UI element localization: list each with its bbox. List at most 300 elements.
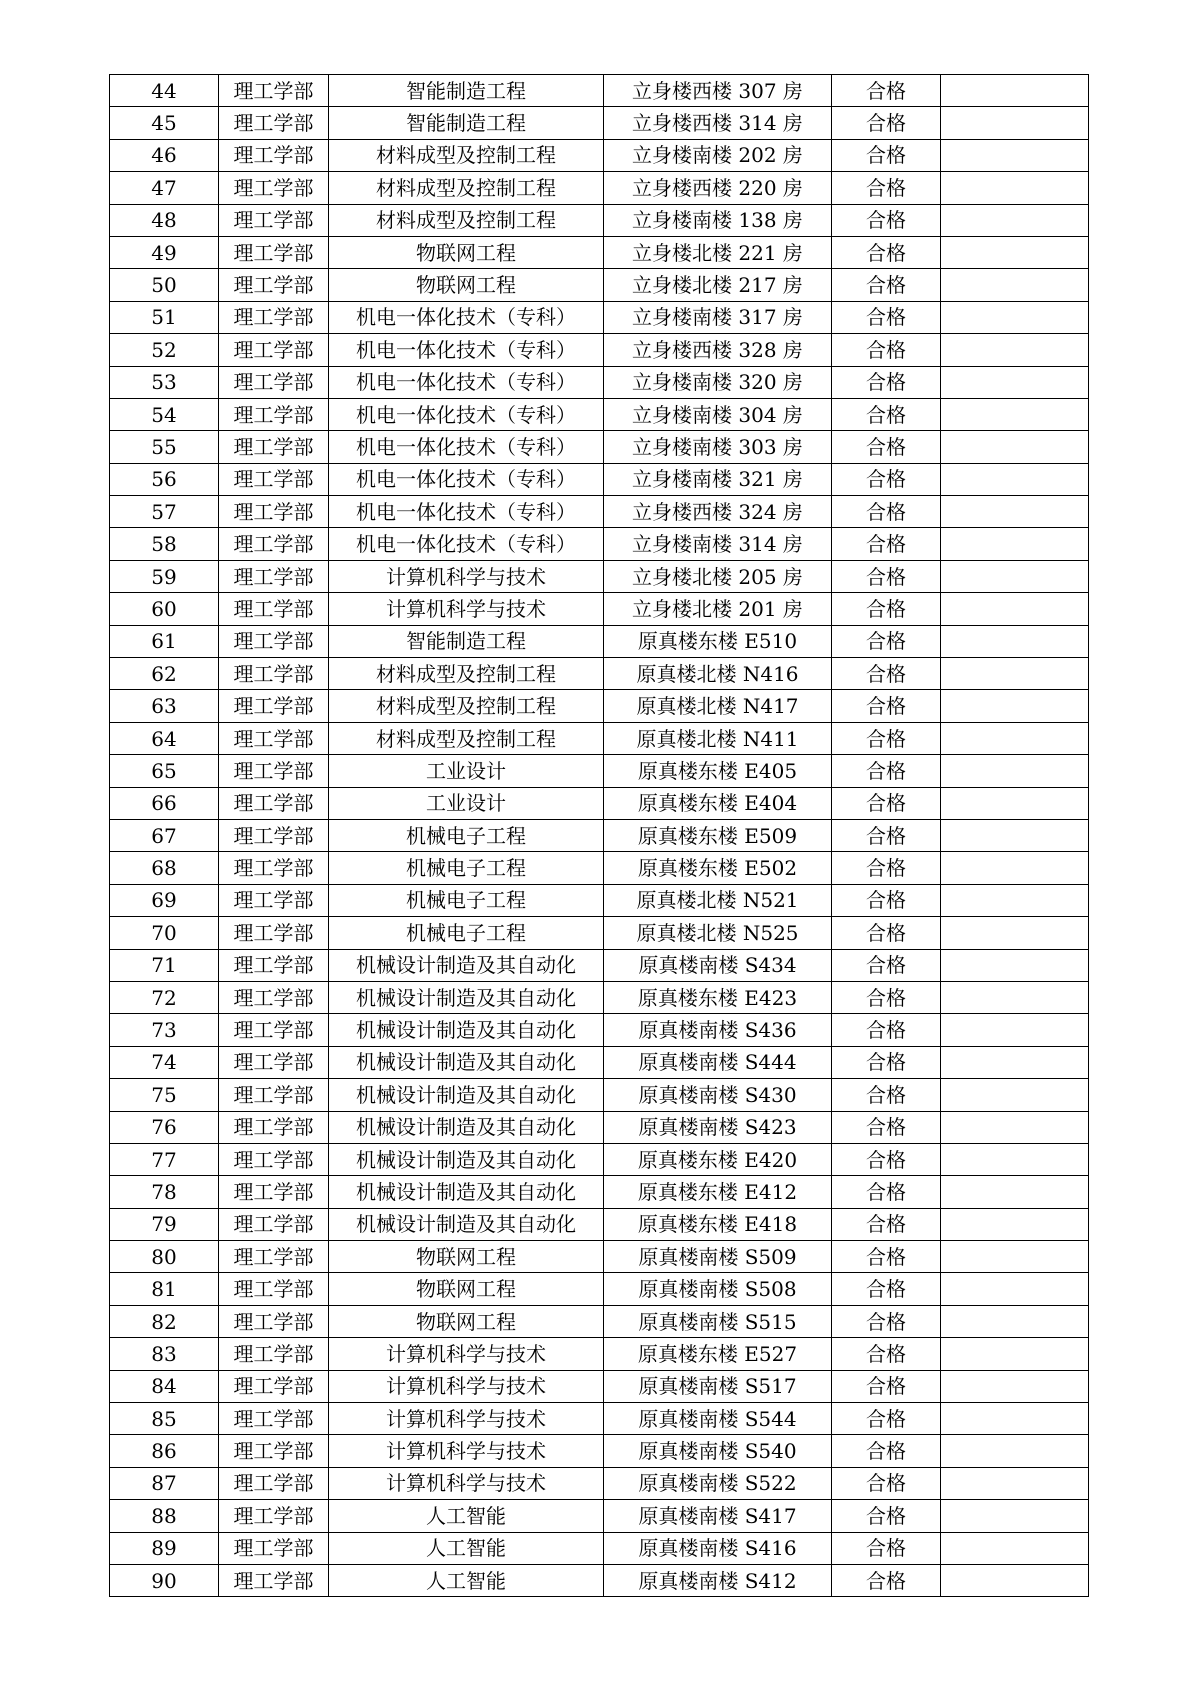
note-cell (941, 496, 1089, 528)
table-row (110, 593, 1089, 625)
room-cell: 原真楼东楼 E527 (604, 1338, 832, 1370)
result-cell: 合格 (832, 852, 941, 884)
room-cell: 原真楼南楼 S540 (604, 1435, 832, 1467)
room-cell: 立身楼南楼 314 房 (604, 528, 832, 560)
result-cell: 合格 (832, 334, 941, 366)
major-cell: 机械电子工程 (329, 884, 604, 916)
row-number-cell: 46 (110, 139, 219, 171)
result-cell: 合格 (832, 1338, 941, 1370)
room-cell: 原真楼南楼 S544 (604, 1403, 832, 1435)
table-row (110, 1176, 1089, 1208)
result-cell: 合格 (832, 204, 941, 236)
result-cell: 合格 (832, 1079, 941, 1111)
department-cell: 理工学部 (219, 593, 329, 625)
table-row (110, 301, 1089, 333)
room-cell: 原真楼东楼 E509 (604, 819, 832, 851)
major-cell: 材料成型及控制工程 (329, 722, 604, 754)
department-cell: 理工学部 (219, 1370, 329, 1402)
table-body (110, 75, 1089, 1597)
department-cell: 理工学部 (219, 560, 329, 592)
table-row (110, 366, 1089, 398)
note-cell (941, 75, 1089, 107)
row-number-cell: 67 (110, 819, 219, 851)
major-cell: 物联网工程 (329, 269, 604, 301)
room-cell: 原真楼北楼 N417 (604, 690, 832, 722)
note-cell (941, 172, 1089, 204)
table-row (110, 75, 1089, 107)
room-cell: 原真楼东楼 E420 (604, 1143, 832, 1175)
major-cell: 物联网工程 (329, 236, 604, 268)
major-cell: 智能制造工程 (329, 107, 604, 139)
room-cell: 原真楼南楼 S508 (604, 1273, 832, 1305)
major-cell: 工业设计 (329, 755, 604, 787)
department-cell: 理工学部 (219, 431, 329, 463)
major-cell: 计算机科学与技术 (329, 1467, 604, 1499)
table-row (110, 1241, 1089, 1273)
room-cell: 原真楼北楼 N525 (604, 917, 832, 949)
table-row (110, 819, 1089, 851)
room-cell: 原真楼南楼 S517 (604, 1370, 832, 1402)
dormitory-inspection-table (109, 74, 1089, 1597)
note-cell (941, 463, 1089, 495)
row-number-cell: 66 (110, 787, 219, 819)
row-number-cell: 54 (110, 398, 219, 430)
result-cell: 合格 (832, 431, 941, 463)
result-cell: 合格 (832, 658, 941, 690)
result-cell: 合格 (832, 1370, 941, 1402)
row-number-cell: 62 (110, 658, 219, 690)
note-cell (941, 431, 1089, 463)
result-cell: 合格 (832, 1014, 941, 1046)
note-cell (941, 884, 1089, 916)
note-cell (941, 334, 1089, 366)
row-number-cell: 87 (110, 1467, 219, 1499)
note-cell (941, 1467, 1089, 1499)
department-cell: 理工学部 (219, 1338, 329, 1370)
major-cell: 机电一体化技术（专科） (329, 398, 604, 430)
department-cell: 理工学部 (219, 139, 329, 171)
table-row (110, 690, 1089, 722)
result-cell: 合格 (832, 139, 941, 171)
row-number-cell: 79 (110, 1208, 219, 1240)
major-cell: 计算机科学与技术 (329, 1370, 604, 1402)
note-cell (941, 236, 1089, 268)
result-cell: 合格 (832, 1435, 941, 1467)
department-cell: 理工学部 (219, 1435, 329, 1467)
result-cell: 合格 (832, 1564, 941, 1596)
room-cell: 原真楼东楼 E404 (604, 787, 832, 819)
table-row (110, 496, 1089, 528)
major-cell: 物联网工程 (329, 1273, 604, 1305)
department-cell: 理工学部 (219, 1564, 329, 1596)
major-cell: 机械设计制造及其自动化 (329, 1046, 604, 1078)
result-cell: 合格 (832, 1046, 941, 1078)
major-cell: 物联网工程 (329, 1241, 604, 1273)
note-cell (941, 787, 1089, 819)
result-cell: 合格 (832, 949, 941, 981)
room-cell: 立身楼西楼 324 房 (604, 496, 832, 528)
major-cell: 材料成型及控制工程 (329, 204, 604, 236)
result-cell: 合格 (832, 1273, 941, 1305)
table-row (110, 1273, 1089, 1305)
room-cell: 原真楼南楼 S522 (604, 1467, 832, 1499)
major-cell: 机械设计制造及其自动化 (329, 1143, 604, 1175)
row-number-cell: 51 (110, 301, 219, 333)
department-cell: 理工学部 (219, 755, 329, 787)
note-cell (941, 1370, 1089, 1402)
note-cell (941, 269, 1089, 301)
room-cell: 立身楼西楼 307 房 (604, 75, 832, 107)
major-cell: 机电一体化技术（专科） (329, 463, 604, 495)
row-number-cell: 71 (110, 949, 219, 981)
room-cell: 原真楼南楼 S417 (604, 1500, 832, 1532)
table-row (110, 139, 1089, 171)
result-cell: 合格 (832, 1500, 941, 1532)
table-row (110, 334, 1089, 366)
room-cell: 立身楼北楼 217 房 (604, 269, 832, 301)
row-number-cell: 81 (110, 1273, 219, 1305)
result-cell: 合格 (832, 1403, 941, 1435)
result-cell: 合格 (832, 366, 941, 398)
row-number-cell: 65 (110, 755, 219, 787)
major-cell: 机电一体化技术（专科） (329, 496, 604, 528)
result-cell: 合格 (832, 236, 941, 268)
table-row (110, 431, 1089, 463)
table-row (110, 398, 1089, 430)
note-cell (941, 366, 1089, 398)
major-cell: 机电一体化技术（专科） (329, 334, 604, 366)
department-cell: 理工学部 (219, 852, 329, 884)
note-cell (941, 1403, 1089, 1435)
note-cell (941, 107, 1089, 139)
table-row (110, 981, 1089, 1013)
note-cell (941, 981, 1089, 1013)
note-cell (941, 949, 1089, 981)
table-row (110, 1564, 1089, 1596)
table-row (110, 204, 1089, 236)
major-cell: 计算机科学与技术 (329, 1338, 604, 1370)
department-cell: 理工学部 (219, 917, 329, 949)
row-number-cell: 75 (110, 1079, 219, 1111)
result-cell: 合格 (832, 560, 941, 592)
major-cell: 人工智能 (329, 1532, 604, 1564)
room-cell: 立身楼南楼 304 房 (604, 398, 832, 430)
note-cell (941, 1338, 1089, 1370)
note-cell (941, 852, 1089, 884)
department-cell: 理工学部 (219, 334, 329, 366)
table-row (110, 1143, 1089, 1175)
room-cell: 原真楼南楼 S434 (604, 949, 832, 981)
row-number-cell: 45 (110, 107, 219, 139)
row-number-cell: 86 (110, 1435, 219, 1467)
department-cell: 理工学部 (219, 1273, 329, 1305)
note-cell (941, 1046, 1089, 1078)
row-number-cell: 74 (110, 1046, 219, 1078)
result-cell: 合格 (832, 528, 941, 560)
row-number-cell: 61 (110, 625, 219, 657)
result-cell: 合格 (832, 981, 941, 1013)
department-cell: 理工学部 (219, 1143, 329, 1175)
department-cell: 理工学部 (219, 658, 329, 690)
department-cell: 理工学部 (219, 1111, 329, 1143)
department-cell: 理工学部 (219, 1079, 329, 1111)
major-cell: 智能制造工程 (329, 75, 604, 107)
major-cell: 材料成型及控制工程 (329, 690, 604, 722)
table-row (110, 560, 1089, 592)
room-cell: 原真楼北楼 N411 (604, 722, 832, 754)
department-cell: 理工学部 (219, 1014, 329, 1046)
note-cell (941, 528, 1089, 560)
room-cell: 原真楼北楼 N416 (604, 658, 832, 690)
result-cell: 合格 (832, 1208, 941, 1240)
room-cell: 原真楼东楼 E510 (604, 625, 832, 657)
row-number-cell: 76 (110, 1111, 219, 1143)
major-cell: 机电一体化技术（专科） (329, 301, 604, 333)
room-cell: 立身楼南楼 320 房 (604, 366, 832, 398)
result-cell: 合格 (832, 301, 941, 333)
row-number-cell: 52 (110, 334, 219, 366)
note-cell (941, 690, 1089, 722)
room-cell: 立身楼南楼 303 房 (604, 431, 832, 463)
note-cell (941, 917, 1089, 949)
table-row (110, 625, 1089, 657)
table-row (110, 1208, 1089, 1240)
row-number-cell: 53 (110, 366, 219, 398)
table-row (110, 917, 1089, 949)
result-cell: 合格 (832, 398, 941, 430)
room-cell: 原真楼东楼 E423 (604, 981, 832, 1013)
room-cell: 原真楼东楼 E418 (604, 1208, 832, 1240)
table-row (110, 787, 1089, 819)
major-cell: 计算机科学与技术 (329, 1403, 604, 1435)
department-cell: 理工学部 (219, 1467, 329, 1499)
result-cell: 合格 (832, 1467, 941, 1499)
result-cell: 合格 (832, 917, 941, 949)
note-cell (941, 398, 1089, 430)
major-cell: 计算机科学与技术 (329, 593, 604, 625)
note-cell (941, 1305, 1089, 1337)
result-cell: 合格 (832, 1111, 941, 1143)
note-cell (941, 560, 1089, 592)
major-cell: 材料成型及控制工程 (329, 658, 604, 690)
major-cell: 机械设计制造及其自动化 (329, 949, 604, 981)
table-row (110, 1338, 1089, 1370)
major-cell: 机械设计制造及其自动化 (329, 1079, 604, 1111)
department-cell: 理工学部 (219, 1305, 329, 1337)
note-cell (941, 722, 1089, 754)
major-cell: 材料成型及控制工程 (329, 139, 604, 171)
room-cell: 立身楼南楼 202 房 (604, 139, 832, 171)
major-cell: 人工智能 (329, 1564, 604, 1596)
room-cell: 原真楼东楼 E502 (604, 852, 832, 884)
result-cell: 合格 (832, 884, 941, 916)
department-cell: 理工学部 (219, 625, 329, 657)
department-cell: 理工学部 (219, 1176, 329, 1208)
result-cell: 合格 (832, 593, 941, 625)
department-cell: 理工学部 (219, 301, 329, 333)
result-cell: 合格 (832, 625, 941, 657)
row-number-cell: 80 (110, 1241, 219, 1273)
row-number-cell: 63 (110, 690, 219, 722)
note-cell (941, 593, 1089, 625)
row-number-cell: 70 (110, 917, 219, 949)
result-cell: 合格 (832, 496, 941, 528)
note-cell (941, 1241, 1089, 1273)
department-cell: 理工学部 (219, 1046, 329, 1078)
result-cell: 合格 (832, 1532, 941, 1564)
table-row (110, 1046, 1089, 1078)
room-cell: 立身楼北楼 221 房 (604, 236, 832, 268)
table-row (110, 1111, 1089, 1143)
note-cell (941, 625, 1089, 657)
note-cell (941, 139, 1089, 171)
major-cell: 机电一体化技术（专科） (329, 431, 604, 463)
major-cell: 机械电子工程 (329, 819, 604, 851)
room-cell: 立身楼北楼 205 房 (604, 560, 832, 592)
department-cell: 理工学部 (219, 269, 329, 301)
room-cell: 原真楼南楼 S430 (604, 1079, 832, 1111)
major-cell: 材料成型及控制工程 (329, 172, 604, 204)
department-cell: 理工学部 (219, 787, 329, 819)
result-cell: 合格 (832, 755, 941, 787)
table-row (110, 1305, 1089, 1337)
note-cell (941, 1500, 1089, 1532)
row-number-cell: 69 (110, 884, 219, 916)
room-cell: 原真楼南楼 S515 (604, 1305, 832, 1337)
department-cell: 理工学部 (219, 1532, 329, 1564)
row-number-cell: 48 (110, 204, 219, 236)
department-cell: 理工学部 (219, 884, 329, 916)
department-cell: 理工学部 (219, 690, 329, 722)
table-row (110, 107, 1089, 139)
department-cell: 理工学部 (219, 75, 329, 107)
row-number-cell: 85 (110, 1403, 219, 1435)
table-row (110, 755, 1089, 787)
table-row (110, 269, 1089, 301)
row-number-cell: 64 (110, 722, 219, 754)
row-number-cell: 82 (110, 1305, 219, 1337)
row-number-cell: 90 (110, 1564, 219, 1596)
department-cell: 理工学部 (219, 204, 329, 236)
result-cell: 合格 (832, 463, 941, 495)
room-cell: 原真楼南楼 S444 (604, 1046, 832, 1078)
room-cell: 立身楼南楼 317 房 (604, 301, 832, 333)
major-cell: 机械电子工程 (329, 852, 604, 884)
row-number-cell: 88 (110, 1500, 219, 1532)
table-row (110, 1370, 1089, 1402)
room-cell: 立身楼西楼 314 房 (604, 107, 832, 139)
major-cell: 机械设计制造及其自动化 (329, 1208, 604, 1240)
department-cell: 理工学部 (219, 1500, 329, 1532)
result-cell: 合格 (832, 1241, 941, 1273)
department-cell: 理工学部 (219, 528, 329, 560)
room-cell: 原真楼南楼 S423 (604, 1111, 832, 1143)
department-cell: 理工学部 (219, 366, 329, 398)
note-cell (941, 1014, 1089, 1046)
room-cell: 原真楼南楼 S436 (604, 1014, 832, 1046)
table-row (110, 172, 1089, 204)
table-row (110, 722, 1089, 754)
table-row (110, 528, 1089, 560)
table-row (110, 658, 1089, 690)
department-cell: 理工学部 (219, 1208, 329, 1240)
department-cell: 理工学部 (219, 398, 329, 430)
department-cell: 理工学部 (219, 236, 329, 268)
table-row (110, 852, 1089, 884)
department-cell: 理工学部 (219, 819, 329, 851)
note-cell (941, 1079, 1089, 1111)
row-number-cell: 60 (110, 593, 219, 625)
room-cell: 原真楼南楼 S416 (604, 1532, 832, 1564)
note-cell (941, 819, 1089, 851)
table-row (110, 1079, 1089, 1111)
table-row (110, 236, 1089, 268)
row-number-cell: 73 (110, 1014, 219, 1046)
row-number-cell: 57 (110, 496, 219, 528)
note-cell (941, 1143, 1089, 1175)
note-cell (941, 1532, 1089, 1564)
row-number-cell: 55 (110, 431, 219, 463)
table-row (110, 1403, 1089, 1435)
note-cell (941, 204, 1089, 236)
row-number-cell: 47 (110, 172, 219, 204)
table-row (110, 949, 1089, 981)
result-cell: 合格 (832, 787, 941, 819)
department-cell: 理工学部 (219, 107, 329, 139)
department-cell: 理工学部 (219, 1241, 329, 1273)
row-number-cell: 49 (110, 236, 219, 268)
major-cell: 计算机科学与技术 (329, 560, 604, 592)
table-row (110, 1435, 1089, 1467)
result-cell: 合格 (832, 75, 941, 107)
room-cell: 立身楼南楼 321 房 (604, 463, 832, 495)
row-number-cell: 89 (110, 1532, 219, 1564)
major-cell: 机械电子工程 (329, 917, 604, 949)
note-cell (941, 1208, 1089, 1240)
major-cell: 机械设计制造及其自动化 (329, 1176, 604, 1208)
note-cell (941, 1111, 1089, 1143)
note-cell (941, 1176, 1089, 1208)
result-cell: 合格 (832, 107, 941, 139)
room-cell: 原真楼东楼 E412 (604, 1176, 832, 1208)
note-cell (941, 1435, 1089, 1467)
table-row (110, 1500, 1089, 1532)
result-cell: 合格 (832, 1143, 941, 1175)
department-cell: 理工学部 (219, 722, 329, 754)
room-cell: 立身楼西楼 220 房 (604, 172, 832, 204)
major-cell: 工业设计 (329, 787, 604, 819)
major-cell: 人工智能 (329, 1500, 604, 1532)
row-number-cell: 50 (110, 269, 219, 301)
department-cell: 理工学部 (219, 172, 329, 204)
result-cell: 合格 (832, 172, 941, 204)
row-number-cell: 56 (110, 463, 219, 495)
room-cell: 立身楼北楼 201 房 (604, 593, 832, 625)
row-number-cell: 68 (110, 852, 219, 884)
room-cell: 立身楼南楼 138 房 (604, 204, 832, 236)
department-cell: 理工学部 (219, 463, 329, 495)
note-cell (941, 1273, 1089, 1305)
table-row (110, 884, 1089, 916)
note-cell (941, 301, 1089, 333)
row-number-cell: 59 (110, 560, 219, 592)
department-cell: 理工学部 (219, 981, 329, 1013)
note-cell (941, 755, 1089, 787)
major-cell: 机电一体化技术（专科） (329, 528, 604, 560)
room-cell: 立身楼西楼 328 房 (604, 334, 832, 366)
row-number-cell: 84 (110, 1370, 219, 1402)
note-cell (941, 1564, 1089, 1596)
